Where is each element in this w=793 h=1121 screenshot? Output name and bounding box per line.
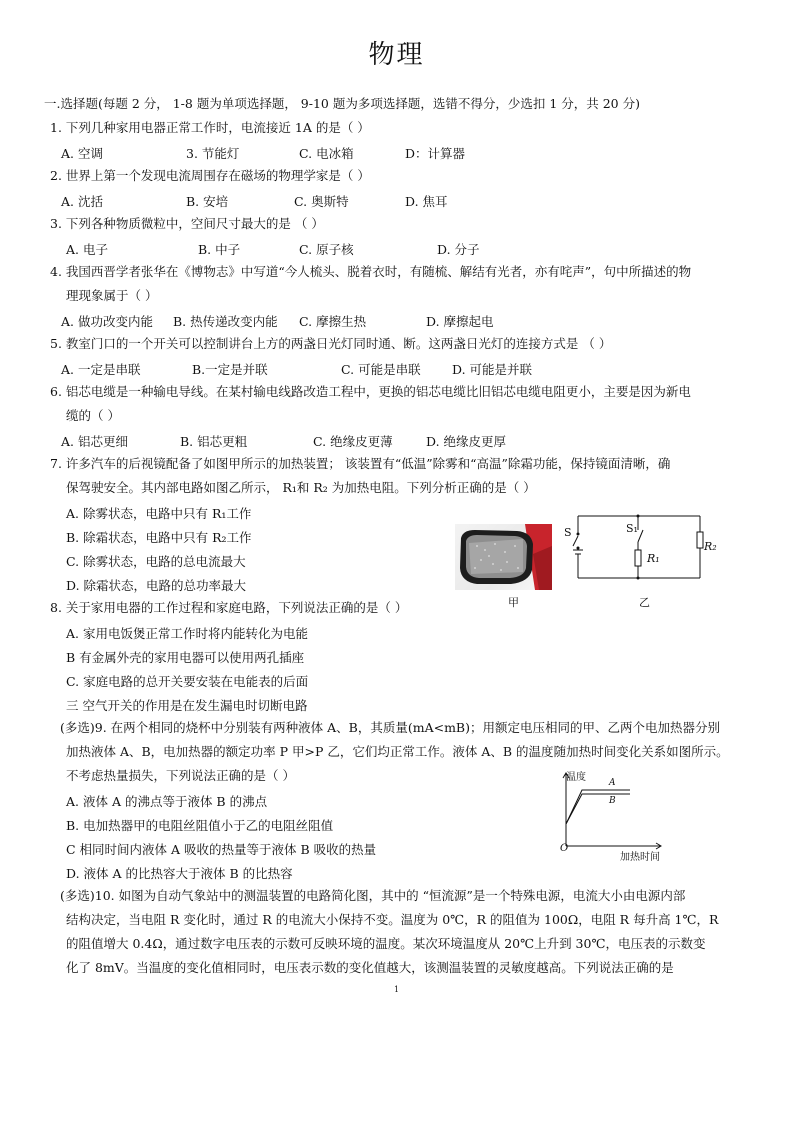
mirror-photo — [455, 524, 552, 590]
q2-stem: 2. 世界上第一个发现电流周围存在磁场的物理学家是（ ） — [50, 168, 370, 183]
q5-stem: 5. 教室门口的一个开关可以控制讲台上方的两盏日光灯同时通、断。这两盏日光灯的连接方式是 （ ） — [50, 336, 612, 351]
line-b — [566, 794, 630, 824]
q9-option-b: B. 电加热器甲的电阻丝阻值小于乙的电阻丝阻值 — [66, 818, 334, 833]
page-number: 1 — [394, 985, 400, 994]
q5-option-c: C. 可能是串联 — [341, 362, 421, 377]
q1-option-d: D：计算器 — [405, 146, 466, 161]
q8-option-b: B 有金属外壳的家用电器可以使用两孔插座 — [66, 650, 305, 665]
q10-stem-line3: 的阻值增大 0.4Ω，通过数字电压表的示数可反映环境的温度。某次环境温度从 20℃上升到 30℃，电压表的示数变 — [66, 936, 706, 951]
figure-b-label: 乙 — [639, 596, 650, 609]
q6-option-d: D. 绝缘皮更厚 — [426, 434, 507, 449]
q4-option-c: C. 摩擦生热 — [299, 314, 367, 329]
graph-origin: O — [560, 843, 569, 854]
q1-option-a: A. 空调 — [61, 146, 103, 161]
q9-option-c: C 相同时间内液体 A 吸收的热量等于液体 B 吸收的热量 — [66, 842, 377, 857]
q8-option-d: 三 空气开关的作用是在发生漏电时切断电路 — [66, 698, 308, 713]
q7-option-d: D. 除霜状态，电路的总功率最大 — [66, 578, 247, 593]
section-heading: 一.选择题(每题 2 分， 1-8 题为单项选择题， 9-10 题为多项选择题，选错不得分，少选扣 1 分，共 20 分) — [44, 96, 640, 111]
q5-option-d: D. 可能是并联 — [452, 362, 533, 377]
q4-option-a: A. 做功改变内能 — [61, 314, 153, 329]
resistor-r1-label: R₁ — [647, 552, 660, 565]
q9-option-a: A. 液体 A 的沸点等于液体 B 的沸点 — [66, 794, 268, 809]
q2-option-a: A. 沈括 — [61, 194, 103, 209]
graph-line-b-label: B — [609, 796, 616, 806]
q5-option-a: A. 一定是串联 — [61, 362, 141, 377]
q2-option-b: B. 安培 — [186, 194, 229, 209]
q7-option-b: B. 除霜状态，电路中只有 R₂工作 — [66, 530, 252, 545]
q7-option-c: C. 除雾状态，电路的总电流最大 — [66, 554, 246, 569]
q3-stem: 3. 下列各种物质微粒中，空间尺寸最大的是 （ ） — [50, 216, 324, 231]
switch-s1-label: S₁ — [626, 522, 638, 535]
q5-option-b: B.一定是并联 — [192, 362, 268, 377]
q3-option-b: B. 中子 — [198, 242, 241, 257]
q2-option-c: C. 奥斯特 — [294, 194, 349, 209]
q6-stem-line2: 缆的（ ） — [66, 408, 120, 423]
q8-option-a: A. 家用电饭煲正常工作时将内能转化为电能 — [66, 626, 308, 641]
q8-option-c: C. 家庭电路的总开关要安装在电能表的后面 — [66, 674, 309, 689]
q8-stem: 8. 关于家用电器的工作过程和家庭电路，下列说法正确的是（ ） — [50, 600, 408, 615]
q1-stem: 1. 下列几种家用电器正常工作时，电流接近 1A 的是（ ） — [50, 120, 370, 135]
q6-stem-line1: 6. 铝芯电缆是一种输电导线。在某村输电线路改造工程中，更换的铝芯电缆比旧铝芯电缆电阻更小，主要是因为新电 — [50, 384, 691, 399]
q7-option-a: A. 除雾状态，电路中只有 R₁工作 — [66, 506, 252, 521]
q9-stem-line1: (多选)9. 在两个相同的烧杯中分别装有两种液体 A、B，其质量(mA<mB)；用额定电压相同的甲、乙两个电加热器分别 — [60, 720, 720, 735]
figure-a-label: 甲 — [508, 596, 519, 609]
q4-stem-line1: 4. 我国西晋学者张华在《博物志》中写道“今人梳头、脱着衣时，有随梳、解结有光者，亦有咤声”，句中所描述的物 — [50, 264, 692, 279]
q1-option-b: 3. 节能灯 — [186, 146, 240, 161]
graph-ylabel: 温度 — [566, 772, 586, 783]
q3-option-a: A. 电子 — [66, 242, 108, 257]
q7-stem-line2: 保驾驶安全。其内部电路如图乙所示， R₁和 R₂ 为加热电阻。下列分析正确的是（ ） — [66, 480, 536, 495]
q4-stem-line2: 理现象属于（ ） — [66, 288, 158, 303]
q3-option-d: D. 分子 — [437, 242, 480, 257]
q9-option-d: D. 液体 A 的比热容大于液体 B 的比热容 — [66, 866, 293, 881]
q10-stem-line2: 结构决定，当电阻 R 变化时，通过 R 的电流大小保持不变。温度为 0℃，R 的阻值为 100Ω，电阻 R 每升高 1℃，R — [66, 912, 719, 927]
q10-stem-line4: 化了 8mV。当温度的变化值相同时，电压表示数的变化值越大，该测温装置的灵敏度越高。下列说法正确的是 — [66, 960, 674, 975]
graph-xlabel: 加热时间 — [620, 852, 660, 863]
q9-stem-line3: 不考虑热量损失，下列说法正确的是（ ） — [66, 768, 295, 783]
q1-option-c: C. 电冰箱 — [299, 146, 354, 161]
q2-option-d: D. 焦耳 — [405, 194, 448, 209]
q6-option-a: A. 铝芯更细 — [61, 434, 128, 449]
q9-stem-line2: 加热液体 A、B，电加热器的额定功率 P 甲>P 乙，它们均正常工作。液体 A、B 的温度随加热时间变化关系如图所示。 — [66, 744, 729, 759]
graph-line-a-label: A — [609, 778, 616, 788]
resistor-r2-label: R₂ — [704, 540, 717, 553]
q3-option-c: C. 原子核 — [299, 242, 354, 257]
circuit-diagram — [568, 508, 718, 582]
q4-option-d: D. 摩擦起电 — [426, 314, 494, 329]
q6-option-c: C. 绝缘皮更薄 — [313, 434, 393, 449]
q6-option-b: B. 铝芯更粗 — [180, 434, 248, 449]
switch-s-label: S — [564, 526, 572, 539]
q7-stem-line1: 7. 许多汽车的后视镜配备了如图甲所示的加热装置； 该装置有“低温”除雾和“高温”除霜功能，保持镜面清晰，确 — [50, 456, 671, 471]
page-title: 物理 — [368, 40, 425, 70]
q4-option-b: B. 热传递改变内能 — [173, 314, 278, 329]
q10-stem-line1: (多选)10. 如图为自动气象站中的测温装置的电路简化图，其中的 “恒流源”是一个特殊电源，电流大小由电源内部 — [60, 888, 686, 903]
